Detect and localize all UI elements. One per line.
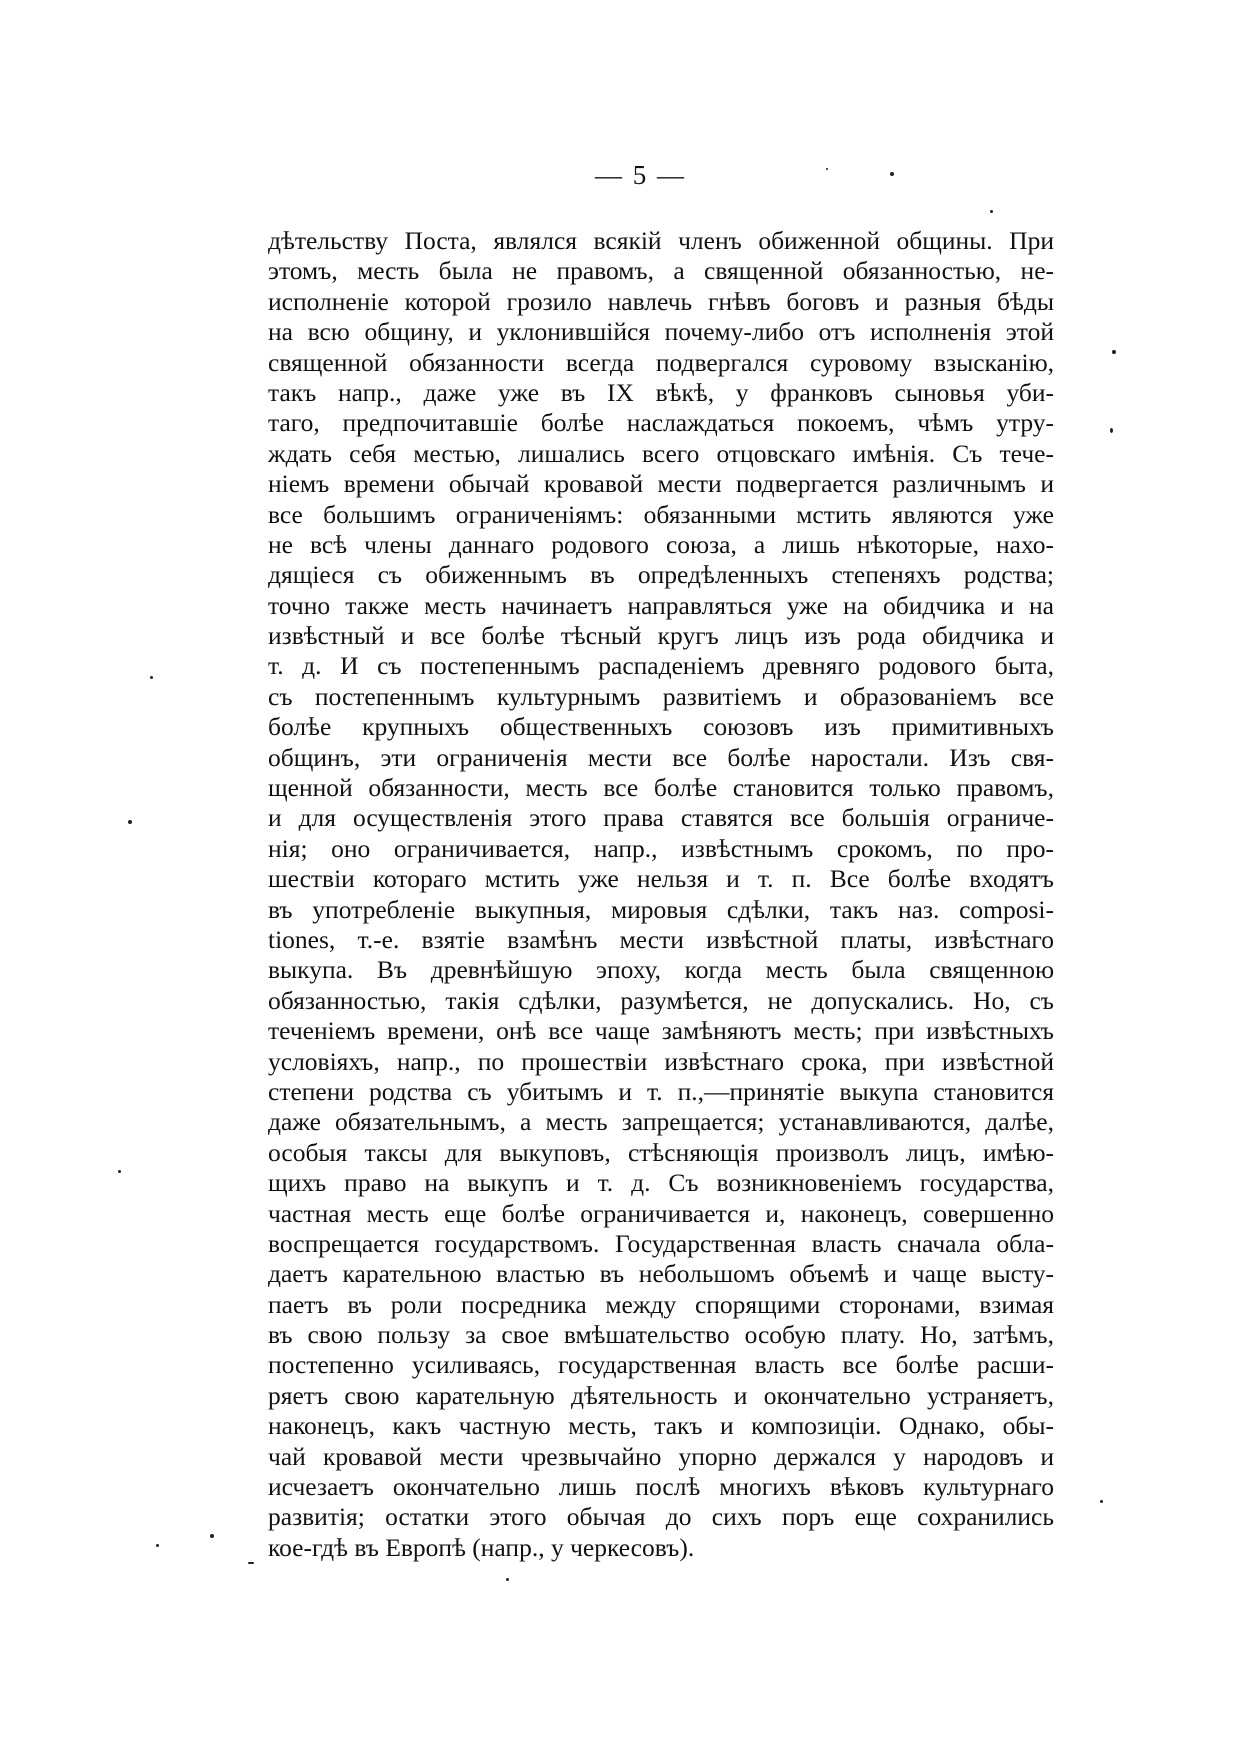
- body-text: [268, 226, 1054, 1563]
- scan-speck: [1110, 428, 1113, 433]
- scan-speck: [118, 1170, 121, 1173]
- text-line: не всѣ члены даннаго родового союза, а лишь нѣкоторые, нахо-: [268, 529, 1054, 559]
- text-line: чай кровавой мести чрезвычайно упорно держался у народовъ и: [268, 1441, 1054, 1471]
- text-line: даетъ карательною властью въ небольшомъ объемѣ и чаще высту-: [268, 1259, 1054, 1289]
- text-line: щихъ право на выкупъ и т. д. Съ возникновеніемъ государства,: [268, 1168, 1054, 1198]
- text-line: ждать себя местью, лишались всего отцовскаго имѣнія. Съ тече-: [268, 438, 1054, 468]
- text-line: постепенно усиливаясь, государственная власть все болѣе расши-: [268, 1350, 1054, 1380]
- text-line: кое-гдѣ въ Европѣ (напр., у черкесовъ).: [268, 1532, 695, 1562]
- text-line: извѣстный и все болѣе тѣсный кругъ лицъ изъ рода обидчика и: [268, 621, 1054, 651]
- text-line: т. д. И съ постепеннымъ распаденіемъ древняго родового быта,: [268, 651, 1054, 681]
- scan-speck: [890, 172, 894, 176]
- text-line: частная месть еще болѣе ограничивается и, наконецъ, совершенно: [268, 1198, 1054, 1228]
- text-line: степени родства съ убитымъ и т. п.,—принятіе выкупа становится: [268, 1076, 1054, 1106]
- text-line: такъ напр., даже уже въ IX вѣкѣ, у франковъ сыновья уби-: [268, 377, 1054, 407]
- text-line: въ употребленіе выкупныя, мировыя сдѣлки, такъ наз. composi-: [268, 894, 1054, 924]
- text-line: этомъ, месть была не правомъ, а священной обязанностью, не-: [268, 256, 1054, 286]
- text-line: развитія; остатки этого обычая до сихъ поръ еще сохранились: [268, 1502, 1054, 1532]
- text-line: теченіемъ времени, онѣ все чаще замѣняютъ месть; при извѣстныхъ: [268, 1016, 1054, 1046]
- text-line: исчезаетъ окончательно лишь послѣ многихъ вѣковъ культурнаго: [268, 1472, 1054, 1502]
- text-line: нія; оно ограничивается, напр., извѣстнымъ срокомъ, по про-: [268, 833, 1054, 863]
- text-line: все большимъ ограниченіямъ: обязанными мстить являются уже: [268, 499, 1054, 529]
- text-line: tiones, т.-е. взятіе взамѣнъ мести извѣстной платы, извѣстнаго: [268, 924, 1054, 954]
- text-line: исполненіе которой грозило навлечь гнѣвъ боговъ и разныя бѣды: [268, 286, 1054, 316]
- text-line: съ постепеннымъ культурнымъ развитіемъ и образованіемъ все: [268, 681, 1054, 711]
- text-line: особыя таксы для выкуповъ, стѣсняющія произволъ лицъ, имѣю-: [268, 1137, 1054, 1167]
- scan-speck: [128, 820, 132, 824]
- scan-speck: [210, 1534, 214, 1538]
- text-line: дѣтельству Поста, являлся всякій членъ обиженной общины. При: [268, 226, 1054, 255]
- scan-speck: [248, 1562, 254, 1564]
- scan-speck: [1112, 350, 1116, 354]
- text-line: наконецъ, какъ частную месть, такъ и композиціи. Однако, обы-: [268, 1411, 1054, 1441]
- scan-speck: [156, 1544, 159, 1547]
- text-line: на всю общину, и уклонившійся почему-либо отъ исполненія этой: [268, 317, 1054, 347]
- text-line: точно также месть начинаетъ направляться уже на обидчика и на: [268, 590, 1054, 620]
- text-line: въ свою пользу за свое вмѣшательство особую плату. Но, затѣмъ,: [268, 1320, 1054, 1350]
- text-line: общинъ, эти ограниченія мести все болѣе наростали. Изъ свя-: [268, 742, 1054, 772]
- scan-speck: [150, 676, 153, 679]
- text-line: шествіи котораго мстить уже нельзя и т. п. Все болѣе входятъ: [268, 864, 1054, 894]
- text-line: и для осуществленія этого права ставятся все большія ограниче-: [268, 803, 1054, 833]
- text-line: воспрещается государствомъ. Государственная власть сначала обла-: [268, 1228, 1054, 1258]
- text-line: таго, предпочитавшіе болѣе наслаждаться покоемъ, чѣмъ утру-: [268, 408, 1054, 438]
- scan-speck: [826, 168, 828, 170]
- text-line: ряетъ свою карательную дѣятельность и окончательно устраняетъ,: [268, 1380, 1054, 1410]
- text-line: дящіеся съ обиженнымъ въ опредѣленныхъ степеняхъ родства;: [268, 560, 1054, 590]
- text-line: условіяхъ, напр., по прошествіи извѣстнаго срока, при извѣстной: [268, 1046, 1054, 1076]
- text-line: обязанностью, такія сдѣлки, разумѣется, не допускались. Но, съ: [268, 985, 1054, 1015]
- text-line: священной обязанности всегда подвергался суровому взысканію,: [268, 347, 1054, 377]
- text-line: ніемъ времени обычай кровавой мести подвергается различнымъ и: [268, 469, 1054, 499]
- text-line: болѣе крупныхъ общественныхъ союзовъ изъ примитивныхъ: [268, 712, 1054, 742]
- text-line: паетъ въ роли посредника между спорящими сторонами, взимая: [268, 1289, 1054, 1319]
- scan-speck: [1100, 1500, 1103, 1503]
- scan-speck: [990, 210, 993, 213]
- text-line: выкупа. Въ древнѣйшую эпоху, когда месть была священною: [268, 955, 1054, 985]
- scan-speck: [506, 1578, 509, 1581]
- page-number: — 5 —: [595, 160, 686, 190]
- text-line: щенной обязанности, месть все болѣе становится только правомъ,: [268, 773, 1054, 803]
- text-line: даже обязательнымъ, а месть запрещается; устанавливаются, далѣе,: [268, 1107, 1054, 1137]
